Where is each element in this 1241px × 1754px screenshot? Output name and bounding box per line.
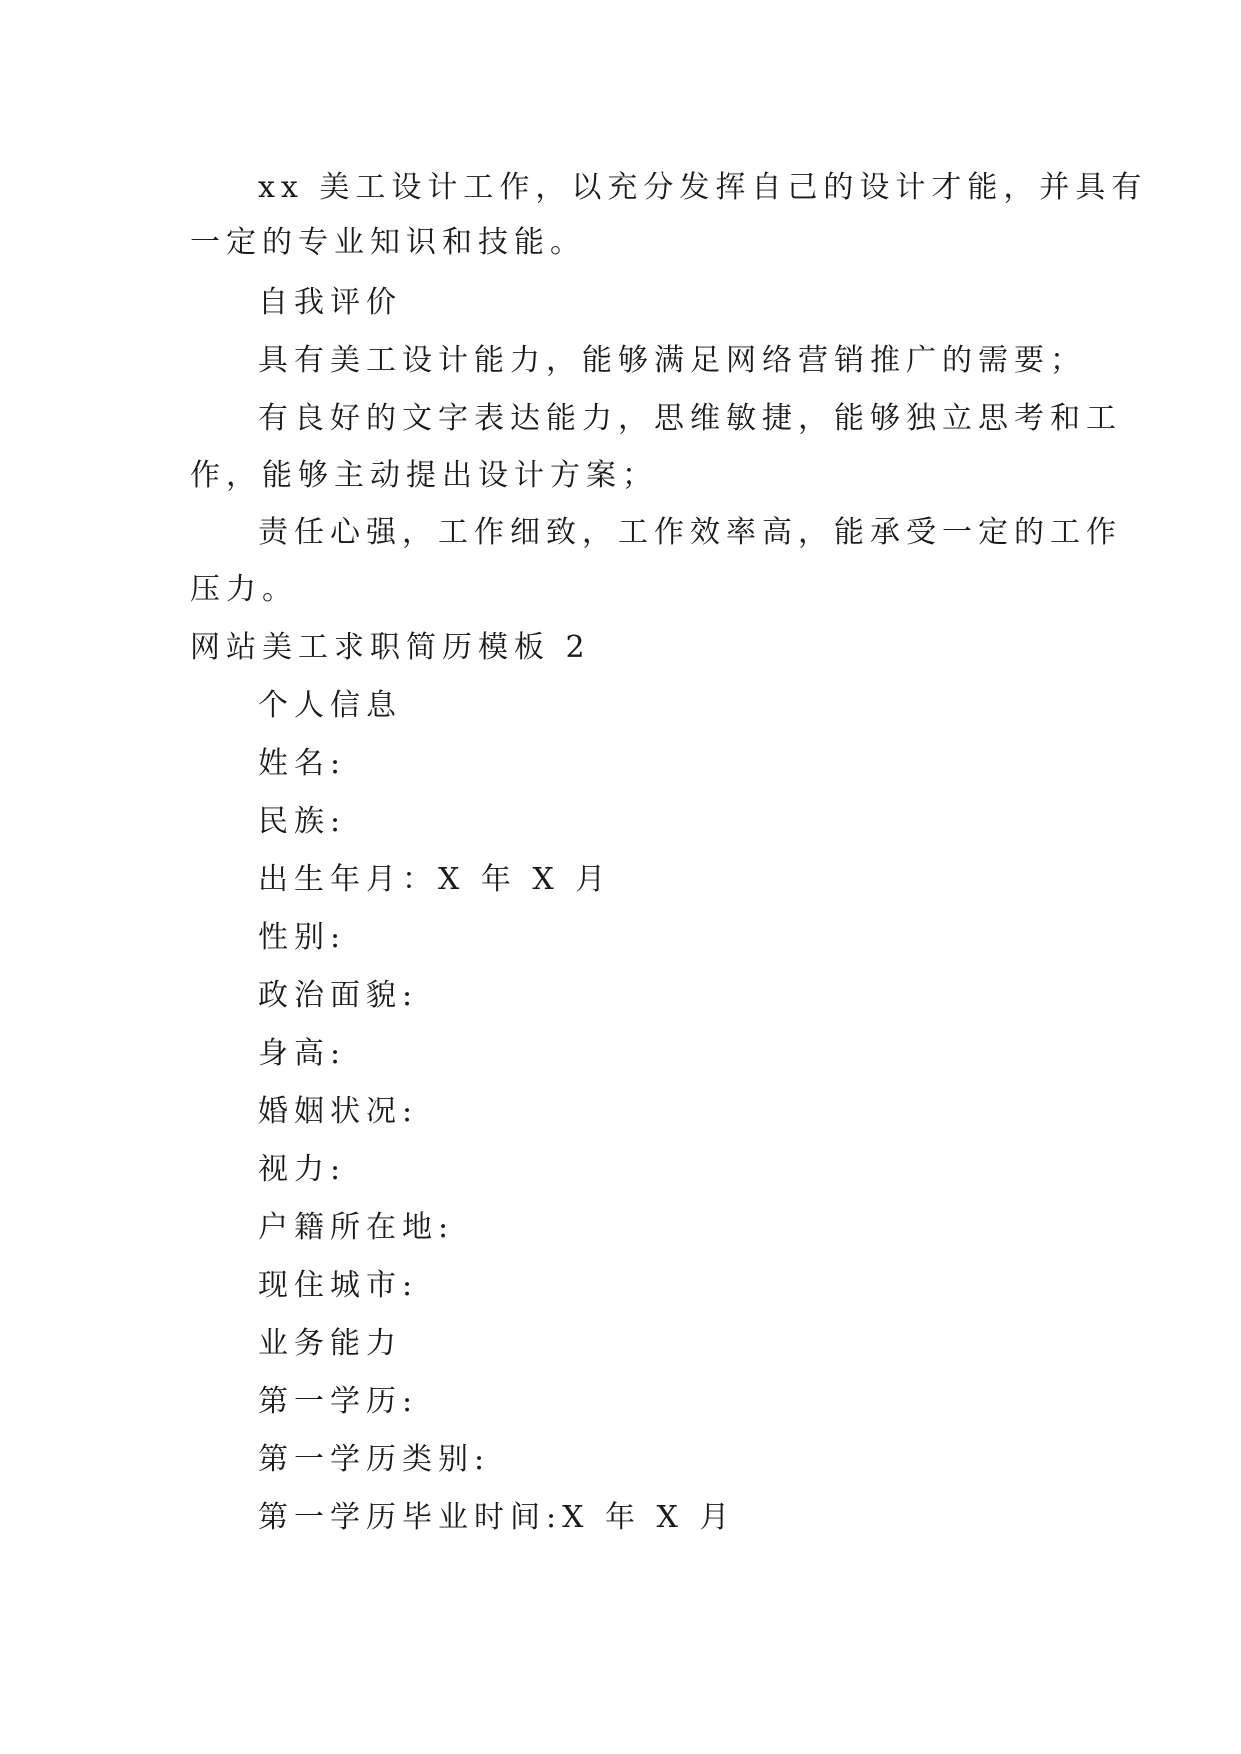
field-name: 姓名: [258,746,347,781]
field-gender: 性别: [258,920,347,955]
evaluation-item-2-line-1: 有良好的文字表达能力，思维敏捷，能够独立思考和工 [258,401,1122,436]
field-eyesight: 视力: [258,1152,347,1187]
field-first-degree-type: 第一学历类别: [258,1442,491,1477]
self-evaluation-heading: 自我评价 [258,285,402,320]
field-first-degree-graduation: 第一学历毕业时间:X 年 X 月 [258,1500,736,1535]
evaluation-item-2-line-2: 作，能够主动提出设计方案； [190,458,658,493]
personal-info-heading: 个人信息 [258,688,402,723]
evaluation-item-1: 具有美工设计能力，能够满足网络营销推广的需要； [258,343,1086,378]
business-ability-heading: 业务能力 [258,1326,402,1361]
field-current-city: 现住城市: [258,1268,419,1303]
field-first-degree: 第一学历: [258,1384,419,1419]
template-title: 网站美工求职简历模板 2 [190,630,591,665]
field-birth-date: 出生年月：X 年 X 月 [258,862,612,897]
intro-text-line-2: 一定的专业知识和技能。 [190,225,586,260]
field-political-status: 政治面貌: [258,978,419,1013]
evaluation-item-3-line-1: 责任心强，工作细致，工作效率高，能承受一定的工作 [258,515,1122,550]
field-height: 身高: [258,1036,347,1071]
field-ethnicity: 民族: [258,804,347,839]
field-marital-status: 婚姻状况: [258,1094,419,1129]
intro-text-line-1: xx 美工设计工作，以充分发挥自己的设计才能，并具有 [258,170,1148,205]
field-household-registration: 户籍所在地: [258,1210,455,1245]
evaluation-item-3-line-2: 压力。 [190,572,298,607]
